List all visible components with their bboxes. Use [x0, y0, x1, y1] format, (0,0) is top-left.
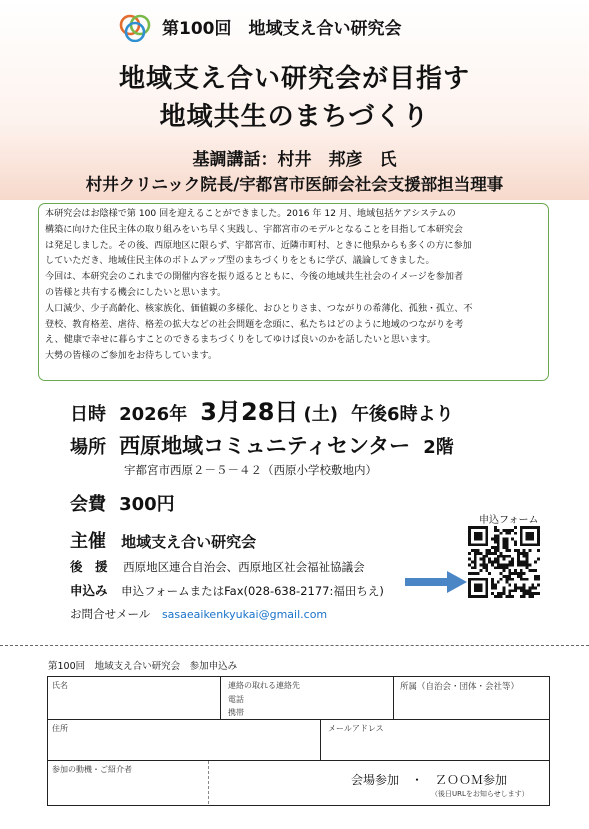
contact-email-link[interactable]: sasaeaikenkyukai@gmail.com: [161, 608, 328, 621]
date-year: 2026年: [119, 404, 188, 425]
attendance-note: （後日URLをお知らせします）: [431, 790, 529, 798]
name-label: 氏名: [52, 681, 68, 690]
motive-label: 参加の動機・ご紹介者: [52, 765, 132, 774]
logo-icon: [116, 12, 156, 42]
apply-label: 申込み: [70, 583, 108, 598]
place-label: 場所: [70, 437, 106, 458]
host-label: 主催: [70, 531, 106, 552]
description-line: 構築に向けた住民主体の取り組みをいち早く実践し、宇都宮市のモデルとなることを目指して本研究会: [45, 224, 463, 235]
description-line: の皆様と共有する機会にしたいと思います。: [45, 287, 227, 298]
event-support: [70, 557, 365, 575]
description-line: 人口減少、少子高齢化、核家族化、価値観の多様化、おひとりさま、つながりの希薄化、孤独・孤立、不: [45, 303, 473, 314]
form-divider: [208, 761, 209, 804]
date-time: 午後6時より: [351, 404, 454, 425]
affiliation-label: 所属（自治会・団体・会社等）: [400, 682, 520, 692]
qr-label: 申込フォーム: [479, 515, 539, 526]
date-label: 日時: [70, 404, 106, 425]
place-name: 西原地域コミュニティセンター: [119, 434, 411, 458]
keynote-speaker: 基調講話：村井 邦彦 氏: [192, 150, 397, 170]
description-line: 今回は、本研究会のこれまでの開催内容を振り返るとともに、今後の地域共生社会のイメージを参加者: [45, 272, 464, 283]
apply-value: 申込フォームまたはFax(028-638-2177:福田ちえ): [121, 584, 384, 598]
event-place: [70, 430, 454, 460]
series-title: 第100回 地域支え合い研究会: [162, 19, 402, 39]
event-date: [70, 392, 454, 427]
application-form: [47, 676, 550, 806]
cut-line: [0, 645, 589, 646]
description-line: は発足しました。その後、西原地区に限らず、宇都宮市、近隣市町村、ときに他県からも多くの方に参加: [45, 240, 472, 251]
date-weekday: (土): [303, 404, 338, 425]
email-label: メールアドレス: [328, 724, 384, 733]
fee-value: 300円: [119, 494, 175, 515]
arrow-right-icon: [405, 571, 467, 593]
attendance-choice[interactable]: 会場参加 ・ ＺＯＯＭ参加: [351, 773, 508, 787]
form-divider: [220, 677, 221, 719]
form-divider: [48, 719, 549, 720]
form-divider: [48, 760, 549, 761]
description-line: 登校、教育格差、虐待、格差の拡大などの社会問題を念頭に、私たちはどのように地域のつながりを考: [45, 319, 464, 330]
description-line: していただき、地域住民主体のボトムアップ型のまちづくりをともに学び、議論してきました。: [45, 256, 435, 267]
event-host: [70, 527, 256, 553]
support-label: 後 援: [70, 559, 108, 574]
place-address: 宇都宮市西原２－５－４２（西原小学校敷地内）: [124, 463, 377, 477]
event-contact: [70, 606, 327, 622]
event-apply: [70, 581, 384, 599]
event-fee: [70, 490, 175, 516]
main-title-line1: 地域支え合い研究会が目指す: [118, 64, 470, 94]
speaker-affiliation: 村井クリニック院長/宇都宮市医師会社会支援部担当理事: [85, 175, 504, 194]
form-divider: [393, 677, 394, 719]
form-title: 第100回 地域支え合い研究会 参加申込み: [48, 661, 238, 672]
contact-label: お問合せメール: [70, 607, 151, 621]
phone-label: 電話: [228, 695, 244, 704]
description-line: 本研究会はお陰様で第 100 回を迎えることができました。2016 年 12 月、地域包括ケアシステムの: [45, 209, 456, 219]
contact-label: 連絡の取れる連絡先: [228, 681, 300, 690]
support-value: 西原地区連合自治会、西原地区社会福祉協議会: [123, 560, 365, 574]
date-month-day: 3月28日: [200, 398, 299, 426]
place-floor: 2階: [423, 437, 454, 458]
form-divider: [320, 719, 321, 760]
fee-label: 会費: [70, 494, 106, 515]
description-box: [38, 203, 549, 381]
main-title-line2: 地域共生のまちづくり: [159, 102, 430, 132]
host-value: 地域支え合い研究会: [121, 533, 257, 551]
address-label: 住所: [52, 724, 68, 733]
qr-code-icon[interactable]: [468, 526, 540, 598]
description-line: 大勢の皆様のご参加をお待ちしています。: [45, 351, 218, 362]
description-line: え、健康で幸せに暮らすことのできるまちづくりをしてゆけば良いのかを話したいと思います。: [45, 335, 436, 346]
mobile-label: 携帯: [228, 708, 244, 717]
